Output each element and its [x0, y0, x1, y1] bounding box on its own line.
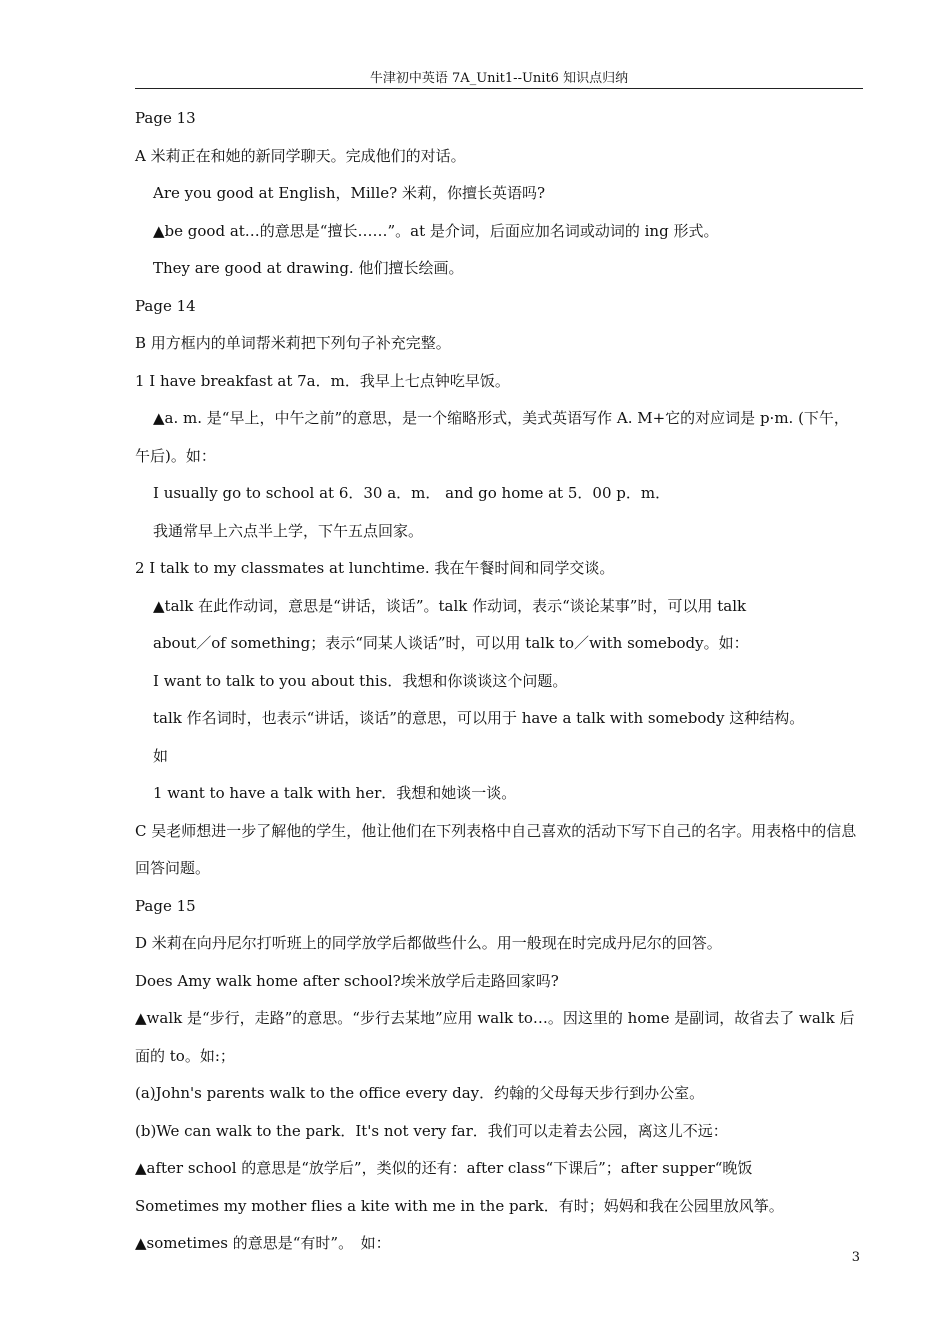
example-sentence: 1 want to have a talk with her．我想和她谈一谈。	[153, 784, 517, 802]
example-sentence: Does Amy walk home after school?埃米放学后走路回家吗?	[135, 971, 559, 990]
example-sentence: Are you good at English，Mille? 米莉，你擅长英语吗?	[153, 184, 546, 202]
grammar-note: ▲a. m. 是“早上，中午之前”的意思，是一个缩略形式，美式英语写作 A. M+它的对应词是 p·m. (下午，午后)。如：	[135, 409, 849, 465]
example-sentence: Sometimes my mother flies a kite with me in the park．有时；妈妈和我在公园里放风筝。	[135, 1196, 784, 1215]
numbered-sentence: 1 I have breakfast at 7a．m．我早上七点钟吃早饭。	[135, 371, 510, 390]
example-sentence: I usually go to school at 6．30 a．m． and go home at 5．00 p．m．	[153, 484, 671, 502]
grammar-note-continued: about／of something；表示“同某人谈话”时，可以用 talk to／with somebody。如：	[153, 634, 749, 652]
header-rule	[135, 88, 863, 89]
example-sentence: (b)We can walk to the park．It's not very far．我们可以走着去公园，离这儿不远：	[135, 1121, 728, 1140]
grammar-note: ▲walk 是“步行，走路”的意思。“步行去某地”应用 walk to…。因这里的 home 是副词，故省去了 walk 后面的 to。如:；	[135, 1009, 855, 1065]
example-sentence: I want to talk to you about this．我想和你谈谈这个问题。	[153, 671, 568, 690]
page-heading: Page 15	[135, 896, 196, 915]
grammar-note: ▲talk 在此作动词，意思是“讲话，谈话”。talk 作动词，表示“谈论某事”时，可以用 talk	[153, 596, 747, 615]
running-header: 牛津初中英语 7A_Unit1--Unit6 知识点归纳	[369, 71, 629, 86]
exercise-heading: B 用方框内的单词帮米莉把下列句子补充完整。	[135, 334, 451, 352]
page-heading: Page 13	[135, 109, 196, 127]
exercise-heading: D 米莉在向丹尼尔打听班上的同学放学后都做些什么。用一般现在时完成丹尼尔的回答。	[135, 934, 722, 952]
numbered-sentence: 2 I talk to my classmates at lunchtime. 我在午餐时间和同学交谈。	[135, 559, 615, 577]
exercise-heading: C 吴老师想进一步了解他的学生，他让他们在下列表格中自己喜欢的活动下写下自己的名字。用表格中的信息回答问题。	[135, 821, 857, 877]
grammar-note-continued: 如	[153, 746, 169, 765]
example-sentence: (a)John's parents walk to the office every day．约翰的父母每天步行到办公室。	[135, 1084, 705, 1102]
grammar-note: ▲be good at…的意思是“擅长……”。at 是介词，后面应加名词或动词的 ing 形式。	[153, 221, 719, 240]
grammar-note: ▲sometimes 的意思是“有时”。 如：	[135, 1234, 391, 1252]
grammar-note: ▲after school 的意思是“放学后”，类似的还有：after class“下课后”；after supper“晚饭	[135, 1159, 753, 1177]
page-heading: Page 14	[135, 296, 196, 315]
page-number: 3	[851, 1250, 860, 1265]
document-body	[135, 100, 863, 1263]
example-translation: 我通常早上六点半上学，下午五点回家。	[153, 521, 424, 540]
example-sentence: They are good at drawing. 他们擅长绘画。	[153, 259, 464, 277]
grammar-note: talk 作名词时，也表示“讲话，谈话”的意思，可以用于 have a talk with somebody 这种结构。	[153, 709, 805, 727]
exercise-heading: A 米莉正在和她的新同学聊天。完成他们的对话。	[135, 146, 466, 165]
